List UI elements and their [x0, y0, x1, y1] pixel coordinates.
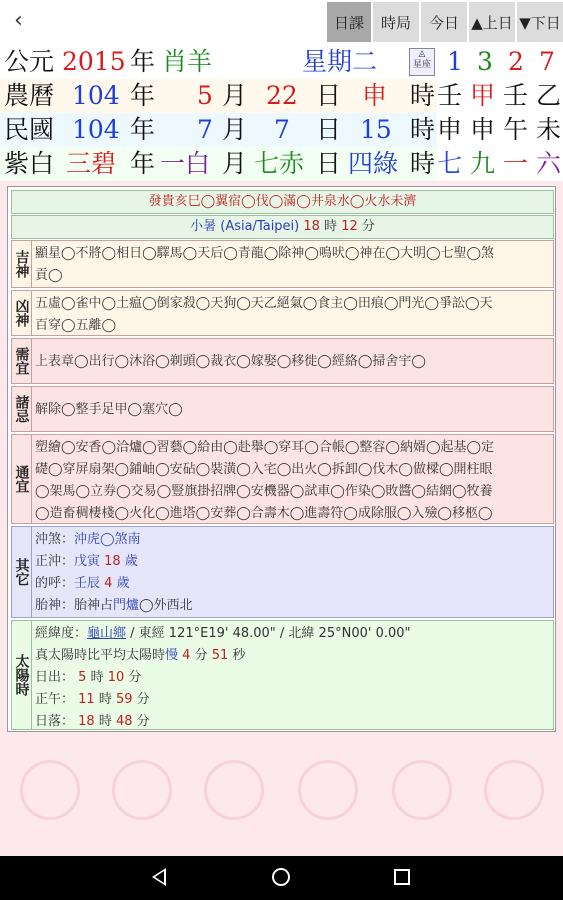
- zodiac: 肖羊: [162, 47, 213, 76]
- nav-recents-icon[interactable]: [394, 869, 410, 885]
- solar-term-line: 小暑 (Asia/Taipei) 18 時 12 分: [11, 215, 554, 239]
- watermark-seal-icon: [112, 760, 172, 820]
- row-gregorian: 公元 2015 年 肖羊 星期二 ◬ 星座 1 3 2 7: [0, 45, 563, 79]
- tab-hour[interactable]: 時局: [373, 0, 419, 42]
- row-roc: 民國 104 年 7 月 7 日 15 時 申 申 午 未: [0, 113, 563, 147]
- watermark-seal-icon: [392, 760, 452, 820]
- watermark-seal-icon: [298, 760, 358, 820]
- section-auspicious-gods: 吉神 顯星◯不將◯相日◯驛馬◯天后◯青龍◯除神◯鳴吠◯神在◯大明◯七聖◯煞 貢◯: [11, 240, 554, 288]
- location-link[interactable]: 龜山鄉: [87, 626, 127, 641]
- tab-next-day[interactable]: ▼下日: [517, 0, 563, 42]
- tab-prev-day[interactable]: ▲上日: [469, 0, 515, 42]
- detail-panel: [7, 186, 556, 732]
- tab-today[interactable]: 今日: [421, 0, 467, 42]
- row-purple-white: 紫白 三碧 年 一白 月 七赤 日 四綠 時 七 九 一 六: [0, 147, 563, 181]
- nav-home-icon[interactable]: [272, 868, 290, 886]
- section-other: 其它 沖煞：沖虎◯煞南 正沖：戊寅 18 歲 的呼：壬辰 4 歲 胎神：胎神占門爐◯外西北: [11, 526, 554, 618]
- watermark-seal-icon: [484, 760, 544, 820]
- tab-daily[interactable]: 日課: [327, 0, 371, 42]
- section-general-suitable: 通宜 塑繪◯安香◯洽爐◯習藝◯給由◯赴舉◯穿耳◯合帳◯整容◯納婿◯起基◯定 礎◯穿屏扇架◯鋪岫◯安砧◯裝潢◯入宅◯出火◯拆卸◯伐木◯做樑◯開柱眼 ◯架馬◯立券◯交易◯豎旗掛招牌◯安機器◯試車◯作染◯敗醬◯結網◯牧養 ◯造畜稠棲棧◯火化◯進塔◯安葬◯合壽木◯進壽符◯成除服◯入殮◯移柩◯: [11, 434, 554, 524]
- back-button[interactable]: ‹: [14, 8, 23, 33]
- row-lunar: 農曆 104 年 5 月 22 日 申 時 壬 甲 壬 乙: [0, 79, 563, 113]
- constellation-icon[interactable]: ◬ 星座: [409, 48, 435, 76]
- gregorian-year: 2015: [62, 47, 126, 76]
- section-solar-time: 太陽時 經緯度：龜山鄉 / 東經 121°E19' 48.00" / 北緯 25°N00' 0.00" 真太陽時比平均太陽時慢 4 分 51 秒 日出： 5 時 10 分 正午： 11 時 59 分 日落： 18 時 48 分: [11, 620, 554, 730]
- section-inauspicious-gods: 凶神 五虛◯雀中◯土瘟◯倒家殺◯天狗◯天乙絕氣◯食主◯田痕◯門光◯爭訟◯天 百穿◯五離◯: [11, 290, 554, 336]
- watermark-seal-icon: [204, 760, 264, 820]
- calendar-header: [0, 45, 563, 181]
- section-suitable: 需宜 上表章◯出行◯沐浴◯剃頭◯裁衣◯嫁娶◯移徙◯經絡◯掃舍宇◯: [11, 338, 554, 384]
- constellation-line: 發貴亥巳◯翼宿◯伐◯滿◯井泉水◯火水未濟: [11, 190, 554, 214]
- section-avoid: 諸忌 解除◯整手足甲◯塞穴◯: [11, 386, 554, 432]
- watermark-seal-icon: [20, 760, 80, 820]
- tab-bar: [325, 0, 563, 42]
- weekday: 星期二: [302, 47, 378, 76]
- top-toolbar: [0, 0, 563, 45]
- nav-back-icon[interactable]: [152, 868, 166, 886]
- android-nav-bar: [0, 856, 563, 900]
